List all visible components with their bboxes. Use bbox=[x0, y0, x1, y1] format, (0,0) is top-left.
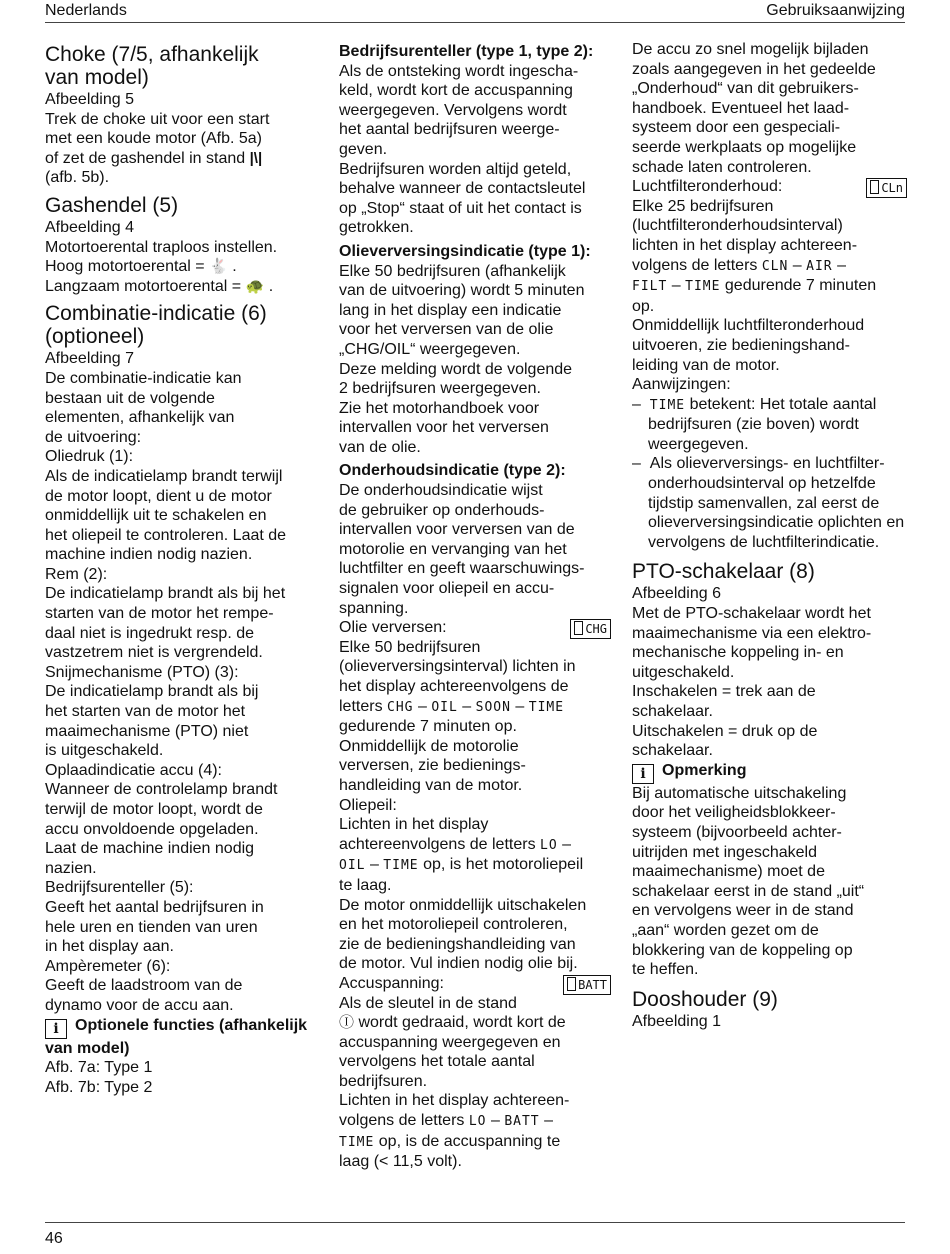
text-line: vastzetrem niet is vergrendeld. bbox=[45, 644, 263, 662]
airfilter-sequence-2 bbox=[632, 276, 907, 297]
info-icon: i bbox=[632, 764, 654, 784]
oil-text bbox=[339, 262, 611, 458]
text-line: „CHG/OIL“ weergegeven. bbox=[339, 340, 521, 358]
text-line: Onmiddellijk luchtfilteronderhoud bbox=[632, 317, 865, 335]
text-line: maaimechanisme (PTO) niet bbox=[45, 722, 249, 740]
optional-heading-line-1: Optionele functies (afhankelijk bbox=[75, 1016, 308, 1034]
text-line: is uitgeschakeld. bbox=[45, 742, 164, 760]
battery-line: Als de sleutel in de stand bbox=[339, 994, 517, 1012]
text-line: accuspanning weergegeven en bbox=[339, 1033, 561, 1051]
footer-rule bbox=[45, 1222, 905, 1223]
oilchange-after-text bbox=[339, 717, 611, 795]
holder-line: Afbeelding 1 bbox=[632, 1012, 721, 1030]
choke-line: Afbeelding 5 bbox=[45, 91, 134, 108]
oilchange-sequence bbox=[339, 697, 611, 718]
choke-line: Trek de choke uit voor een start bbox=[45, 110, 270, 128]
choke-line: met een koude motor (Afb. 5a) bbox=[45, 130, 262, 148]
text-line: de uitvoering: bbox=[45, 428, 142, 446]
pto-text bbox=[632, 584, 907, 760]
text-line: schakelaar. bbox=[632, 703, 713, 720]
combi-heading-line-2: (optioneel) bbox=[45, 325, 145, 349]
holder-heading: Dooshouder (9) bbox=[632, 987, 778, 1011]
column-2 bbox=[339, 40, 611, 1172]
text-line: intervallen voor verversen van de bbox=[339, 521, 575, 539]
airfilter-label: Luchtfilteronderhoud: bbox=[632, 178, 783, 196]
text-line: zie de bedieningshandleiding van bbox=[339, 935, 576, 953]
text-line: en het motoroliepeil controleren, bbox=[339, 916, 568, 934]
text-line: op. bbox=[632, 297, 655, 315]
text-line: voor het verversen van de olie bbox=[339, 321, 554, 339]
text-line: Geeft het aantal bedrijfsuren in bbox=[45, 898, 264, 916]
text-line: systeem (bijvoorbeeld achter- bbox=[632, 823, 842, 841]
hint-bullet-1: – TIME betekent: Het totale aantal bedrijfsuren (zie boven) wordt weergegeven. bbox=[632, 395, 877, 453]
airfilter-seq-prefix: volgens de letters bbox=[632, 256, 758, 274]
lcd-air: AIR bbox=[806, 258, 833, 274]
oillevel-text bbox=[339, 876, 611, 974]
text-line: Snijmechanisme (PTO) (3): bbox=[45, 663, 239, 681]
text-line: Afbeelding 7 bbox=[45, 350, 134, 368]
oil-heading: Olieverversingsindicatie (type 1): bbox=[339, 242, 591, 260]
text-line: Als de ontsteking wordt ingescha- bbox=[339, 62, 579, 80]
text-line: Bedrijfsuren worden altijd geteld, bbox=[339, 160, 572, 178]
text-line: schade laten controleren. bbox=[632, 158, 812, 176]
battery-lcd-text: BATT bbox=[578, 977, 607, 992]
dash: – bbox=[490, 1112, 500, 1130]
text-line: seerde werkplaats op mogelijke bbox=[632, 138, 857, 156]
hint-bullet-2: – Als olieverversings- en luchtfilter-onderhoudsinterval op hetzelfde tijdstip samenvallen, zal eerst de olieverversingsindicatie oplichten en vervolgens de luchtfilterindicatie. bbox=[632, 455, 905, 551]
text-line: blokkering van de koppeling op bbox=[632, 941, 853, 959]
gas-line: Afbeelding 4 bbox=[45, 218, 134, 236]
column-3 bbox=[632, 40, 907, 1031]
bullet1-rest: bedrijfsuren (zie boven) wordt weergegeven. bbox=[648, 416, 859, 453]
text-line: motorolie en vervanging van het bbox=[339, 540, 567, 558]
text-line: behalve wanneer de contactsleutel bbox=[339, 180, 586, 198]
text-line: de motor. Vul indien nodig olie bij. bbox=[339, 955, 578, 973]
choke-end: (afb. 5b). bbox=[45, 169, 110, 187]
oillevel-line: Lichten in het display bbox=[339, 816, 489, 834]
battery-seq-prefix: volgens de letters bbox=[339, 1112, 465, 1130]
lcd-soon: SOON bbox=[475, 699, 511, 715]
dash: – bbox=[544, 1112, 553, 1130]
text-line: het aantal bedrijfsuren weerge- bbox=[339, 121, 560, 139]
text-line: op „Stop“ staat of uit het contact is bbox=[339, 199, 582, 217]
lcd-cln: CLN bbox=[761, 258, 789, 274]
airfilter-sequence-1 bbox=[632, 256, 907, 277]
text-line: de motor loopt, dient u de motor bbox=[45, 487, 272, 505]
text-line: Met de PTO-schakelaar wordt het bbox=[632, 605, 871, 623]
airfilter-tail: gedurende 7 minuten bbox=[724, 277, 877, 295]
battery-label: Accuspanning: bbox=[339, 974, 444, 992]
gas-low-label: Langzaam motortoerental = bbox=[45, 277, 242, 295]
battery-text bbox=[339, 1033, 611, 1111]
text-line: vervolgens het totale aantal bbox=[339, 1053, 535, 1071]
header-language: Nederlands bbox=[45, 2, 127, 19]
hours-heading: Bedrijfsurenteller (type 1, type 2): bbox=[339, 43, 594, 60]
text-line: getrokken. bbox=[339, 219, 414, 237]
text-line: te heffen. bbox=[632, 961, 699, 979]
text-line: Ampèremeter (6): bbox=[45, 957, 171, 975]
dash: – bbox=[369, 856, 379, 874]
dash: – bbox=[515, 697, 525, 715]
text-line: uitvoeren, zie bedieningshand- bbox=[632, 336, 850, 354]
text-line: De motor onmiddellijk uitschakelen bbox=[339, 896, 587, 914]
text-line: maaimechanisme via een elektro- bbox=[632, 624, 872, 642]
choke-symbol-icon: |\| bbox=[249, 149, 263, 167]
text-line: verversen, zie bedienings- bbox=[339, 757, 526, 775]
battery-sequence-2 bbox=[339, 1132, 611, 1153]
text-line: terwijl de motor loopt, wordt de bbox=[45, 801, 263, 818]
gas-high-label: Hoog motortoerental = bbox=[45, 258, 205, 276]
text-line: Als de indicatielamp brandt terwijl bbox=[45, 467, 283, 485]
text-line: Lichten in het display achtereen- bbox=[339, 1092, 570, 1110]
header-doc-type: Gebruiksaanwijzing bbox=[766, 2, 905, 19]
battery-tail: op, is de accuspanning te bbox=[378, 1132, 561, 1150]
text-line: Inschakelen = trek aan de bbox=[632, 683, 816, 701]
header-rule bbox=[45, 22, 905, 23]
text-line: De accu zo snel mogelijk bijladen bbox=[632, 41, 869, 58]
text-line: het oliepeil te controleren. Laat de bbox=[45, 526, 287, 544]
oillevel-sequence-1 bbox=[339, 835, 611, 856]
text-line: maaimechanisme) moet de bbox=[632, 863, 825, 881]
text-line: Laat de machine indien nodig bbox=[45, 840, 255, 858]
oilchange-line: Elke 50 bedrijfsuren bbox=[339, 638, 481, 656]
lcd-chg: CHG bbox=[387, 699, 414, 715]
text-line: de gebruiker op onderhouds- bbox=[339, 501, 545, 519]
text-line: 2 bedrijfsuren weergegeven. bbox=[339, 380, 541, 398]
battery-end: laag (< 11,5 volt). bbox=[339, 1153, 462, 1171]
text-line: Elke 25 bedrijfsuren bbox=[632, 197, 774, 215]
choke-heading bbox=[45, 43, 317, 89]
key-ignition-icon: Ⓘ bbox=[339, 1014, 355, 1032]
text-line: Rem (2): bbox=[45, 565, 108, 583]
text-line: dynamo voor de accu aan. bbox=[45, 996, 234, 1014]
text-line: te laag. bbox=[339, 876, 392, 894]
text-line: „aan“ worden gezet om de bbox=[632, 921, 819, 939]
bullet2-text: Als olieverversings- en luchtfilter-onderhoudsinterval op hetzelfde tijdstip samenvallen, zal eerst de olieverversingsindicatie oplichten en vervolgens de luchtfilterindicatie. bbox=[648, 455, 905, 551]
text-line: De indicatielamp brandt als bij het bbox=[45, 585, 286, 603]
gas-low-line: Langzaam motortoerental = 🐢 . bbox=[45, 277, 274, 295]
lcd-time: TIME bbox=[649, 397, 686, 413]
choke-line bbox=[45, 149, 317, 169]
gas-line: Motortoerental traploos instellen. bbox=[45, 238, 278, 256]
lcd-batt: BATT bbox=[504, 1114, 540, 1130]
hourglass-icon bbox=[567, 977, 576, 991]
text-line: Oplaadindicatie accu (4): bbox=[45, 761, 222, 779]
text-line: uitgeschakeld. bbox=[632, 663, 735, 681]
oilchange-label-line bbox=[339, 618, 611, 638]
text-line: uitrijden met ingeschakeld bbox=[632, 843, 817, 861]
oilchange-lcd-text: CHG bbox=[585, 622, 607, 637]
combi-heading bbox=[45, 302, 317, 348]
text-line: van de uitvoering) wordt 5 minuten bbox=[339, 282, 585, 300]
optional-heading bbox=[45, 1016, 317, 1059]
text-line: Geeft de laadstroom van de bbox=[45, 977, 243, 995]
lcd-oil: OIL bbox=[339, 858, 366, 874]
battery-line-text: wordt gedraaid, wordt kort de bbox=[358, 1014, 566, 1032]
dash: – bbox=[417, 697, 427, 715]
text-line: Deze melding wordt de volgende bbox=[339, 360, 573, 378]
text-line: Onmiddellijk de motorolie bbox=[339, 737, 519, 755]
note-title: Opmerking bbox=[662, 761, 747, 779]
choke-heading-line-1: Choke (7/5, afhankelijk bbox=[45, 43, 259, 66]
text-line: onmiddellijk uit te schakelen en bbox=[45, 507, 267, 525]
text-line: lichten in het display achtereen- bbox=[632, 236, 858, 254]
hours-text bbox=[339, 62, 611, 238]
text-line: Elke 50 bedrijfsuren (afhankelijk bbox=[339, 262, 566, 280]
dash: – bbox=[462, 697, 472, 715]
lcd-time: TIME bbox=[685, 279, 721, 295]
text-line: mechanische koppeling in- en bbox=[632, 644, 844, 662]
text-line: in het display aan. bbox=[45, 938, 174, 956]
text-line: Zie het motorhandboek voor bbox=[339, 399, 540, 417]
text-line: signalen voor oliepeil en accu- bbox=[339, 580, 555, 598]
dash: – bbox=[562, 835, 572, 853]
oillevel-tail: op, is het motoroliepeil bbox=[423, 856, 584, 874]
text-line: schakelaar eerst in de stand „uit“ bbox=[632, 882, 865, 900]
text-line: keld, wordt kort de accuspanning bbox=[339, 82, 573, 100]
oillevel-sequence-2 bbox=[339, 855, 611, 876]
turtle-icon: 🐢 bbox=[245, 277, 265, 295]
choke-line-text: of zet de gashendel in stand bbox=[45, 149, 246, 167]
optional-heading-line-2: van model) bbox=[45, 1039, 130, 1057]
text-line: elementen, afhankelijk van bbox=[45, 409, 235, 427]
text-line: Aanwijzingen: bbox=[632, 376, 731, 394]
gas-heading: Gashendel (5) bbox=[45, 193, 179, 217]
optional-line: Afb. 7b: Type 2 bbox=[45, 1078, 153, 1096]
text-line: en vervolgens weer in de stand bbox=[632, 902, 854, 920]
text-line: Afbeelding 6 bbox=[632, 585, 721, 603]
choke-heading-line-2: van model) bbox=[45, 66, 149, 89]
text-line: starten van de motor het rempe- bbox=[45, 605, 274, 623]
battery-sequence-1 bbox=[339, 1111, 611, 1132]
gas-high-line: Hoog motortoerental = 🐇 . bbox=[45, 258, 237, 276]
airfilter-lcd bbox=[866, 178, 907, 198]
text-line: bestaan uit de volgende bbox=[45, 389, 215, 407]
text-line: De combinatie-indicatie kan bbox=[45, 369, 242, 387]
combi-text bbox=[45, 349, 317, 1015]
page-header bbox=[45, 2, 905, 22]
text-line: van de olie. bbox=[339, 438, 421, 456]
pto-heading: PTO-schakelaar (8) bbox=[632, 560, 815, 584]
lcd-filt: FILT bbox=[632, 279, 668, 295]
text-line: bedrijfsuren. bbox=[339, 1072, 428, 1090]
dash: – bbox=[792, 256, 802, 274]
airfilter-after-text bbox=[632, 297, 907, 395]
text-line: Bedrijfsurenteller (5): bbox=[45, 879, 194, 897]
text-line: door het veiligheidsblokkeer- bbox=[632, 804, 836, 822]
airfilter-lcd-text: CLn bbox=[881, 181, 903, 196]
oilchange-label: Olie verversen: bbox=[339, 619, 447, 637]
airfilter-text bbox=[632, 197, 907, 256]
note-text bbox=[632, 784, 907, 980]
text-line: accu onvoldoende opgeladen. bbox=[45, 820, 259, 838]
combi-heading-line-1: Combinatie-indicatie (6) bbox=[45, 302, 267, 326]
text-line: De onderhoudsindicatie wijst bbox=[339, 482, 543, 500]
text-line: lang in het display een indicatie bbox=[339, 301, 562, 319]
text-line: weergegeven. Vervolgens wordt bbox=[339, 101, 567, 119]
text-line: schakelaar. bbox=[632, 742, 713, 760]
battery-label-line bbox=[339, 974, 611, 994]
lcd-time: TIME bbox=[528, 699, 565, 715]
oillevel-line-text: achtereenvolgens de letters bbox=[339, 835, 536, 853]
hourglass-icon bbox=[870, 180, 879, 194]
lcd-time: TIME bbox=[339, 1134, 375, 1150]
text-line: nazien. bbox=[45, 859, 97, 877]
text-line: het starten van de motor het bbox=[45, 703, 246, 721]
battery-lcd bbox=[563, 975, 611, 995]
text-line: machine indien nodig nazien. bbox=[45, 546, 253, 564]
lcd-lo: LO bbox=[468, 1114, 487, 1130]
text-line: daal niet is ingedrukt resp. de bbox=[45, 624, 255, 642]
note-heading bbox=[632, 761, 907, 784]
text-line: Bij automatische uitschakeling bbox=[632, 784, 847, 802]
text-line: Oliedruk (1): bbox=[45, 448, 134, 466]
dash: – bbox=[837, 256, 846, 274]
text-line: handleiding van de motor. bbox=[339, 776, 523, 794]
battery-charge-text bbox=[632, 40, 907, 177]
letters-word: letters bbox=[339, 697, 383, 715]
oilchange-lcd bbox=[570, 619, 611, 639]
text-line: intervallen voor het verversen bbox=[339, 419, 549, 437]
text-line: leiding van de motor. bbox=[632, 356, 780, 374]
lcd-time: TIME bbox=[383, 858, 419, 874]
text-line: geven. bbox=[339, 140, 388, 158]
dash: – bbox=[671, 277, 681, 295]
service-heading: Onderhoudsindicatie (type 2): bbox=[339, 462, 566, 480]
airfilter-label-line bbox=[632, 177, 907, 197]
lcd-lo: LO bbox=[540, 837, 558, 853]
text-line: (luchtfilteronderhoudsinterval) bbox=[632, 217, 843, 235]
text-line: zoals aangegeven in het gedeelde bbox=[632, 60, 876, 78]
text-line: hele uren en tienden van uren bbox=[45, 918, 258, 936]
lcd-oil: OIL bbox=[431, 699, 458, 715]
text-line: „Onderhoud“ van dit gebruikers- bbox=[632, 80, 859, 98]
service-text bbox=[339, 481, 611, 618]
text-line: Wanneer de controlelamp brandt bbox=[45, 781, 278, 799]
hourglass-icon bbox=[574, 621, 583, 635]
text-line: Uitschakelen = druk op de bbox=[632, 722, 818, 740]
text-line: luchtfilter en geeft waarschuwings- bbox=[339, 560, 585, 578]
bullet1-start: betekent: Het totale aantal bbox=[689, 395, 877, 413]
battery-key-line bbox=[339, 1013, 611, 1033]
oillevel-label: Oliepeil: bbox=[339, 796, 397, 814]
rabbit-icon: 🐇 bbox=[209, 258, 228, 276]
info-icon: i bbox=[45, 1019, 67, 1039]
text-line: gedurende 7 minuten op. bbox=[339, 718, 517, 736]
column-1 bbox=[45, 40, 317, 1097]
page-number: 46 bbox=[45, 1230, 63, 1247]
text-line: spanning. bbox=[339, 599, 409, 617]
oilchange-line: het display achtereenvolgens de bbox=[339, 678, 569, 695]
optional-line: Afb. 7a: Type 1 bbox=[45, 1059, 153, 1077]
text-line: De indicatielamp brandt als bij bbox=[45, 683, 259, 701]
text-line: systeem door een gespeciali- bbox=[632, 119, 841, 137]
text-line: handboek. Eventueel het laad- bbox=[632, 99, 850, 117]
oilchange-line: (olieverversingsinterval) lichten in bbox=[339, 658, 576, 676]
